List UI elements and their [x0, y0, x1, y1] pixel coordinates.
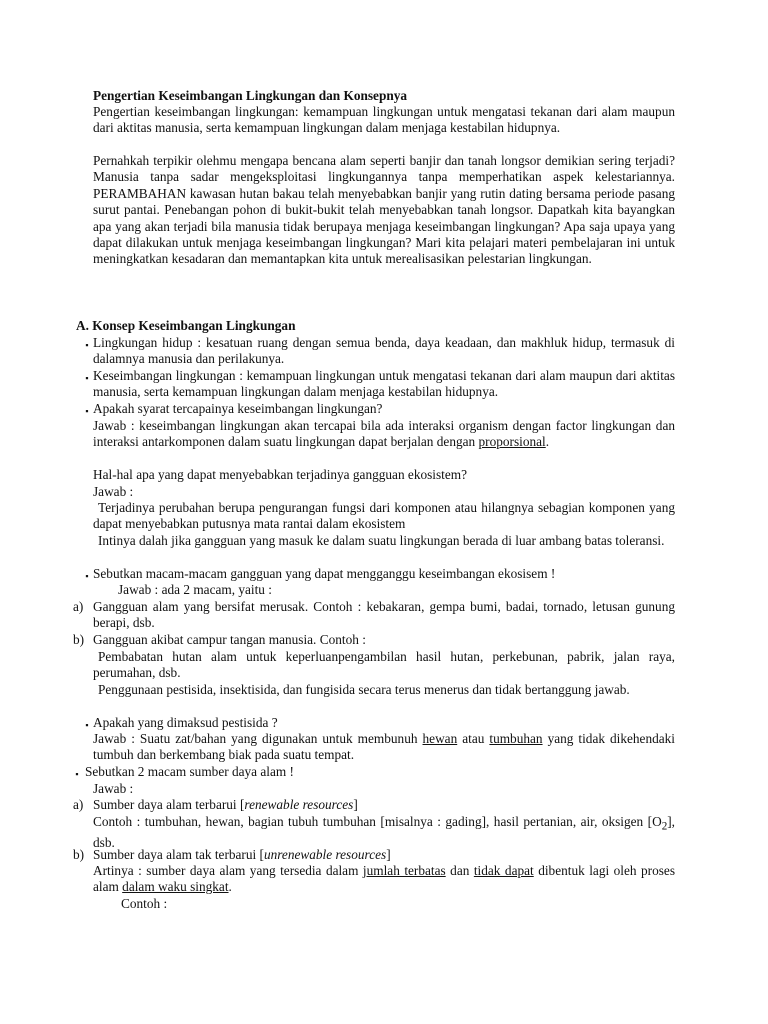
answer-gangguan-2: Intinya dalah jika gangguan yang masuk ke dalam suatu lingkungan berada di luar ambang batas toleransi. — [98, 533, 665, 548]
list-label-a: a) — [73, 797, 84, 812]
answer-macam-gangguan: Jawab : ada 2 macam, yaitu : — [118, 582, 272, 597]
bullet-icon: ▪ — [75, 769, 79, 779]
jawab-label: Jawab : — [93, 484, 134, 499]
sda-tak-terbarui-artinya: Artinya : sumber daya alam yang tersedia dalam jumlah terbatas dan tidak dapat dibentuk lagi oleh proses alam dalam waku singkat. — [93, 863, 675, 895]
gangguan-alam: Gangguan alam yang bersifat merusak. Contoh : kebakaran, gempa bumi, badai, tornado, letusan gunung berapi, dsb. — [93, 599, 675, 631]
list-label-a: a) — [73, 599, 84, 614]
section-a-heading: A. Konsep Keseimbangan Lingkungan — [76, 318, 296, 333]
gangguan-manusia-2: Penggunaan pestisida, insektisida, dan fungisida secara terus menerus dan tidak bertanggung jawab. — [98, 682, 630, 697]
bullet-icon: ▪ — [85, 720, 89, 730]
list-label-b: b) — [73, 847, 85, 862]
intro-paragraph-2: Pernahkah terpikir olehmu mengapa bencana alam seperti banjir dan tanah longsor demikian sering terjadi? Manusia tanpa sadar mengeksploitasi lingkungannya tanpa memperhatikan aspek kelestariannya. PERAMBAHAN kawasan hutan bakau telah menyebabkan banjir yang rutin dating bersama periode pasang surut pantai. Penebangan pohon di bukit-bukit telah menyebabkan tanah longsor. Dapatkah kita bayangkan apa yang akan terjadi bila manusia tidak berupaya menjaga keseimbangan lingkungan? Apa saja upaya yang dapat dilakukan untuk menjaga keseimbangan lingkungan? Mari kita pelajari materi pembelajaran ini untuk meningkatkan kesadaran dan memantapkan kita untuk merealisasikan pelestarian lingkungan. — [93, 153, 675, 267]
bullet-icon: ▪ — [85, 373, 89, 383]
question-pestisida: Apakah yang dimaksud pestisida ? — [93, 715, 278, 730]
bullet-icon: ▪ — [85, 406, 89, 416]
bullet-lingkungan-hidup: Lingkungan hidup : kesatuan ruang dengan semua benda, daya keadaan, dan makhluk hidup, termasuk di dalamnya manusia dan perilakunya. — [93, 335, 675, 367]
answer-gangguan-1: Terjadinya perubahan berupa pengurangan fungsi dari komponen atau hilangnya sebagian komponen yang dapat menyebabkan putusnya mata rantai dalam ekosistem — [93, 500, 675, 532]
question-syarat: Apakah syarat tercapainya keseimbangan lingkungan? — [93, 401, 383, 416]
bullet-icon: ▪ — [85, 340, 89, 350]
answer-pestisida: Jawab : Suatu zat/bahan yang digunakan untuk membunuh hewan atau tumbuhan yang tidak dikehendaki tumbuh dan berkembang biak pada suatu tempat. — [93, 731, 675, 763]
sda-terbarui-contoh: Contoh : tumbuhan, hewan, bagian tubuh tumbuhan [misalnya : gading], hasil pertanian, air, oksigen $[O_2]$, dsb. — [93, 814, 675, 851]
answer-syarat: Jawab : keseimbangan lingkungan akan tercapai bila ada interaksi organism dengan factor lingkungan dan interaksi antarkomponen dalam suatu lingkungan dapat berjalan dengan proporsional. — [93, 418, 675, 450]
sda-terbarui: Sumber daya alam terbarui [renewable resources] — [93, 797, 358, 812]
list-label-b: b) — [73, 632, 85, 647]
jawab-label: Jawab : — [93, 781, 134, 796]
contoh-label: Contoh : — [121, 896, 168, 911]
gangguan-manusia-1: Pembabatan hutan alam untuk keperluanpengambilan hasil hutan, perkebunan, pabrik, jalan raya, perumahan, dsb. — [93, 649, 675, 681]
bullet-keseimbangan-lingkungan: Keseimbangan lingkungan : kemampuan lingkungan untuk mengatasi tekanan dari alam maupun dari aktitas manusia, serta kemampuan lingkungan dalam menjaga kestabilan hidupnya. — [93, 368, 675, 400]
question-sumber-daya-alam: Sebutkan 2 macam sumber daya alam ! — [85, 764, 294, 779]
intro-title: Pengertian Keseimbangan Lingkungan dan Konsepnya — [93, 88, 408, 103]
bullet-icon: ▪ — [85, 571, 89, 581]
question-macam-gangguan: Sebutkan macam-macam gangguan yang dapat mengganggu keseimbangan ekosisem ! — [93, 566, 556, 581]
intro-paragraph-1: Pengertian keseimbangan lingkungan: kemampuan lingkungan untuk mengatasi tekanan dari alam maupun dari aktitas manusia, serta kemampuan lingkungan dalam menjaga kestabilan hidupnya. — [93, 104, 675, 136]
gangguan-manusia: Gangguan akibat campur tangan manusia. Contoh : — [93, 632, 366, 647]
sda-tak-terbarui: Sumber daya alam tak terbarui [unrenewable resources] — [93, 847, 391, 862]
question-gangguan-ekosistem: Hal-hal apa yang dapat menyebabkan terjadinya gangguan ekosistem? — [93, 467, 468, 482]
